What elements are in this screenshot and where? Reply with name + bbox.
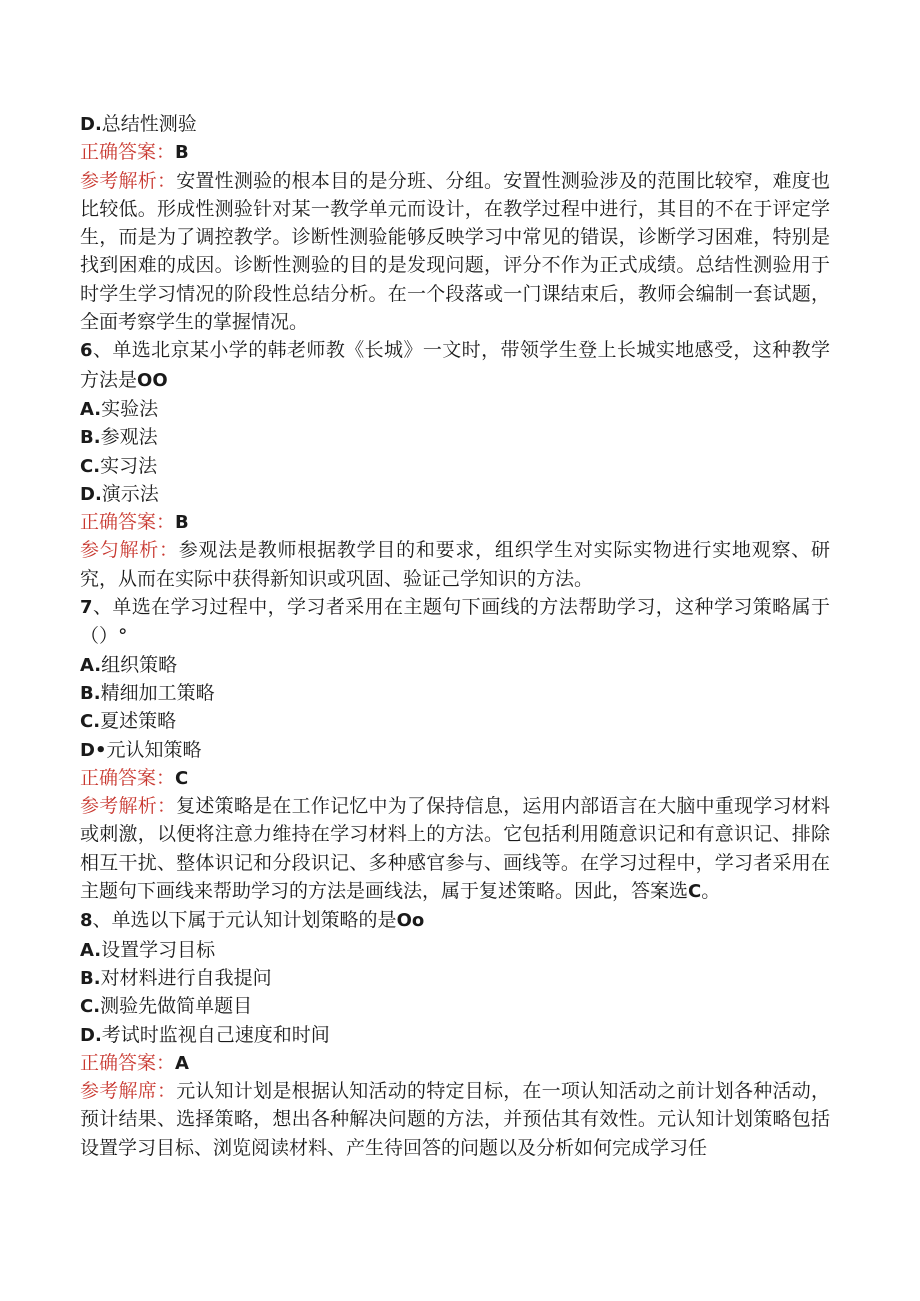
answer-value: A [175, 1052, 189, 1074]
option-letter: A. [80, 654, 102, 676]
option-text: 总结性测验 [101, 113, 197, 135]
answer-label: 正确答案： [80, 1051, 176, 1074]
option-letter: C. [80, 455, 101, 477]
option-letter: A. [80, 398, 102, 420]
answer-line [80, 508, 830, 536]
question-separator: 、 [92, 596, 113, 619]
option-line [80, 992, 830, 1020]
question-separator: 、 [92, 909, 112, 932]
explanation-label: 参考解析： [80, 795, 177, 818]
explanation-answer-letter: C [688, 881, 702, 903]
question-paragraph [80, 593, 830, 651]
option-letter: A. [80, 939, 102, 961]
option-line [80, 110, 830, 138]
option-line [80, 651, 830, 679]
explanation-label: 参考解席： [80, 1080, 177, 1103]
option-letter: D. [80, 483, 102, 505]
option-line [80, 1021, 830, 1049]
explanation-text: 安置性测验的根本目的是分班、分组。安置性测验涉及的范围比较窄，难度也比较低。形成性测验针对某一教学单元而设计，在教学过程中进行，其目的不在于评定学生，而是为了调控教学。诊断性测验能够反映学习中常见的错误，诊断学习困难，特别是找到困难的成因。诊断性测验的目的是发现问题，评分不作为正式成绩。总结性测验用于时学生学习情况的阶段性总结分析。在一个段落或一门课结束后，教师会编制一套试题，全面考察学生的掌握情况。 [80, 169, 830, 334]
option-letter: C. [80, 996, 101, 1018]
option-text: 实习法 [100, 454, 158, 477]
option-line [80, 395, 830, 423]
answer-line [80, 764, 830, 792]
answer-line [80, 138, 830, 166]
option-line [80, 480, 830, 508]
option-text: 对材料进行自我提问 [100, 966, 272, 989]
answer-value: B [175, 512, 189, 534]
explanation-label: 参匀解析： [80, 539, 179, 562]
answer-value: B [175, 142, 189, 164]
explanation-paragraph [80, 1077, 830, 1162]
explanation-label: 参考解析： [80, 169, 177, 192]
option-text: 考试时监视自己速度和时间 [101, 1023, 330, 1046]
question-tail: Oo [396, 910, 425, 932]
explanation-text: 复述策略是在工作记忆中为了保持信息，运用内部语言在大脑中重现学习材料或刺激，以便将注意力维持在学习材料上的方法。它包括利用随意识记和有意识记、排除相互干扰、整体识记和分段识记、多种感官参与、画线等。在学习过程中，学习者采用在主题句下画线来帮助学习的方法是画线法，属于复述策略。因此，答案选 [80, 795, 830, 903]
explanation-paragraph [80, 167, 830, 337]
answer-line [80, 1049, 830, 1077]
question-separator: 、 [92, 339, 113, 362]
question-number: 8 [80, 910, 93, 932]
answer-label: 正确答案： [80, 766, 176, 789]
explanation-end: 。 [701, 880, 721, 903]
option-line [80, 679, 830, 707]
option-text: 精细加工策略 [100, 681, 215, 704]
option-letter: C. [80, 711, 101, 733]
option-line [80, 736, 830, 764]
option-letter: D. [80, 1024, 102, 1046]
question-number: 6 [80, 340, 93, 362]
option-letter: B. [80, 967, 101, 989]
question-paragraph [80, 336, 830, 395]
explanation-text: 元认知计划是根据认知活动的特定目标，在一项认知活动之前计划各种活动，预计结果、选择策略，想出各种解决问题的方法，并预估其有效性。元认知计划策略包括设置学习目标、浏览阅读材料、产生待回答的问题以及分析如何完成学习任 [80, 1080, 830, 1159]
option-letter: B. [80, 427, 101, 449]
question-text: 单选在学习过程中，学习者采用在主题句下画线的方法帮助学习，这种学习策略属于（）° [80, 596, 830, 648]
option-text: 组织策略 [101, 653, 178, 676]
option-line [80, 936, 830, 964]
option-text: 演示法 [101, 482, 159, 505]
question-paragraph [80, 906, 830, 935]
question-text: 单选北京某小学的韩老师教《长城》一文时，带领学生登上长城实地感受，这种教学方法是 [80, 339, 830, 391]
question-number: 7 [80, 597, 93, 619]
option-text: 实验法 [101, 397, 159, 420]
option-line [80, 452, 830, 480]
option-text: 夏述策略 [100, 710, 177, 733]
option-text: 测验先做简单题目 [100, 995, 253, 1018]
option-line [80, 707, 830, 735]
option-line [80, 964, 830, 992]
option-text: 设置学习目标 [101, 938, 216, 961]
option-letter: D. [80, 114, 102, 135]
option-line [80, 423, 830, 451]
question-text: 单选以下属于元认知计划策略的是 [111, 909, 397, 932]
option-letter: B. [80, 682, 101, 704]
option-text: 参观法 [100, 426, 158, 449]
answer-label: 正确答案： [80, 511, 176, 534]
explanation-paragraph [80, 536, 830, 593]
answer-value: C [175, 767, 189, 789]
explanation-text: 参观法是教师根据教学目的和要求，组织学生对实际实物进行实地观察、研究，从而在实际中获得新知识或巩固、验证己学知识的方法。 [80, 539, 830, 590]
explanation-paragraph [80, 792, 830, 906]
answer-label: 正确答案： [80, 141, 176, 164]
option-text: 元认知策略 [106, 738, 202, 761]
question-tail: OO [137, 369, 168, 391]
document-page [80, 110, 830, 1162]
option-letter: D• [80, 739, 107, 761]
